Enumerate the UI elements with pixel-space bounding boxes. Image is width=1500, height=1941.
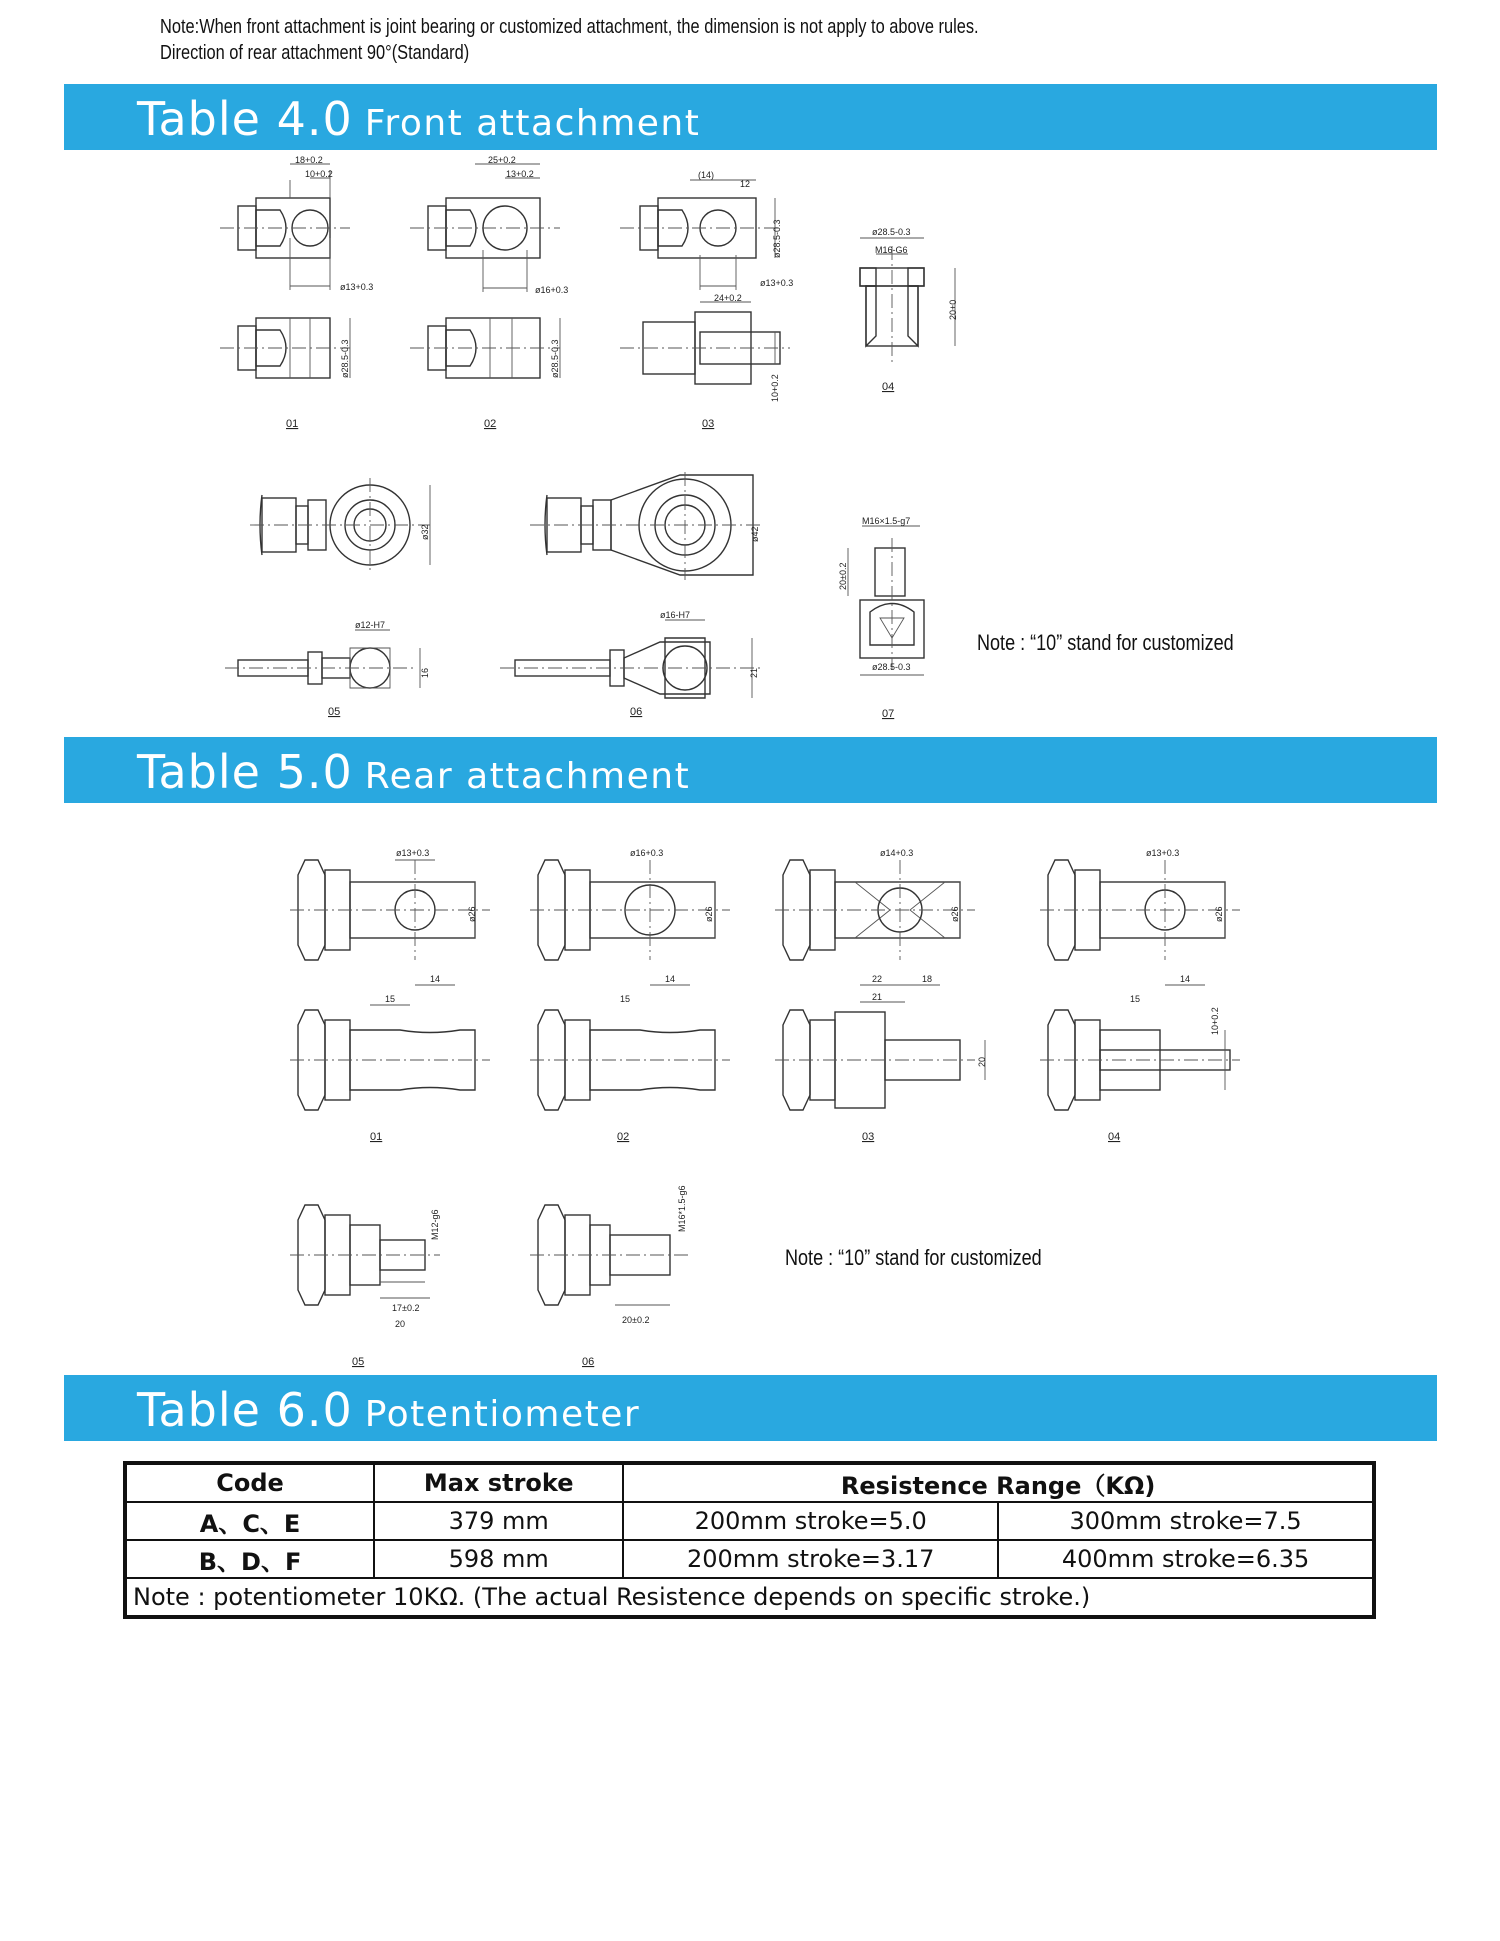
dim-rear-02-d: 15 [620,994,631,1004]
potentiometer-note: Note : potentiometer 10KΩ. (The actual Resistence depends on specific stroke.) [125,1578,1374,1617]
dim-rear-03-b: ø26 [950,906,960,922]
front-item-02: 02 [484,418,497,430]
dim-rear-06-b: 20±0.2 [622,1315,650,1325]
banner-subtitle: Front attachment [364,103,701,144]
front-01-top-view [220,164,350,290]
header-resistence-range: Resistence Range（KΩ) [623,1463,1374,1502]
rear-attachment-drawings [0,830,1500,1375]
dim-rear-03-e: 21 [872,992,883,1002]
row-range-1: 200mm stroke=3.17 [623,1540,998,1578]
banner-title [137,1383,640,1437]
dim-front-07-b: 20±0.2 [838,562,848,590]
table-note-row [125,1578,1374,1617]
dim-rear-01-d: 15 [385,994,396,1004]
table-header-row [125,1463,1374,1502]
rear-02-views [530,860,730,1110]
row-max-stroke: 598 mm [374,1540,623,1578]
rear-item-03: 03 [862,1131,875,1143]
front-04-view [860,238,955,362]
header-code: Code [125,1463,374,1502]
front-item-05: 05 [328,706,341,718]
dim-rear-05-c: 20 [395,1319,406,1329]
dim-front-03-f: 10+0.2 [770,374,780,402]
rear-item-01: 01 [370,1131,383,1143]
dim-front-02-d: ø28.5-0.3 [550,339,560,378]
banner-number: Table 5.0 [137,745,353,799]
rear-customized-note: Note : “10” stand for customized [785,1245,1042,1270]
front-02-top-view [410,164,560,292]
dim-front-07-c: ø28.5-0.3 [872,662,911,672]
banner-subtitle: Rear attachment [364,756,691,797]
dim-front-03-c: ø28.5-0.3 [772,219,782,258]
table-row [125,1540,1374,1578]
banner-subtitle: Potentiometer [364,1394,641,1435]
rear-06-view [530,1205,690,1305]
dim-front-01-b: 10+0.2 [305,169,333,179]
header-max-stroke: Max stroke [374,1463,623,1502]
dim-front-07-a: M16×1.5-g7 [862,516,911,526]
dim-front-04-a: ø28.5-0.3 [872,227,911,237]
dim-front-05-c: 16 [420,667,430,678]
dim-rear-05-a: M12-g6 [430,1209,440,1240]
dim-rear-01-a: ø13+0.3 [396,848,430,858]
front-attachment-drawings [0,150,1500,725]
banner-table-4 [64,84,1437,150]
dim-rear-02-c: 14 [665,974,676,984]
banner-number: Table 6.0 [137,1383,353,1437]
dim-front-01-c: ø13+0.3 [340,282,374,292]
rear-01-views [290,860,490,1110]
note-line-1: Note:When front attachment is joint bearing or customized attachment, the dimension is not apply to above rules. [160,16,979,38]
dim-front-05-b: ø12-H7 [355,620,386,630]
dim-rear-04-d: 15 [1130,994,1141,1004]
banner-title [137,92,700,146]
dim-front-06-a: ø42 [750,526,760,542]
dim-front-06-b: ø16-H7 [660,610,691,620]
dim-rear-02-b: ø26 [704,906,714,922]
dim-front-03-d: ø13+0.3 [760,278,794,288]
rear-item-05: 05 [352,1356,365,1368]
dim-rear-03-f: 20 [977,1056,987,1067]
front-01-side-view [220,318,350,378]
potentiometer-table [123,1461,1376,1619]
front-item-04: 04 [882,381,895,393]
rear-item-02: 02 [617,1131,630,1143]
dim-front-01-d: ø28.5-0.3 [340,339,350,378]
dim-rear-05-b: 17±0.2 [392,1303,420,1313]
table-row [125,1502,1374,1540]
dim-rear-01-c: 14 [430,974,441,984]
dim-front-01-a: 18+0.2 [295,155,323,165]
banner-number: Table 4.0 [137,92,353,146]
dim-rear-02-a: ø16+0.3 [630,848,664,858]
rear-05-view [290,1205,440,1305]
dim-front-05-a: ø32 [420,524,430,540]
rear-item-04: 04 [1108,1131,1121,1143]
dim-front-02-a: 25+0.2 [488,155,516,165]
front-03-side-view [620,302,790,384]
dim-rear-03-c: 22 [872,974,883,984]
dim-front-06-c: 21 [749,667,759,678]
front-07-view [848,526,924,675]
dim-front-03-b: 12 [740,179,751,189]
note-line-2: Direction of rear attachment 90°(Standard) [160,42,470,64]
dim-rear-03-d: 18 [922,974,933,984]
dim-rear-04-c: 14 [1180,974,1191,984]
dim-rear-01-b: ø26 [467,906,477,922]
dim-rear-04-e: 10+0.2 [1210,1007,1220,1035]
row-range-2: 400mm stroke=6.35 [998,1540,1374,1578]
front-06-rod-end-views [500,472,760,698]
dim-rear-03-a: ø14+0.3 [880,848,914,858]
front-02-side-view [410,318,560,378]
rear-03-views [775,860,985,1110]
dim-front-02-c: ø16+0.3 [535,285,569,295]
dim-front-02-b: 13+0.2 [506,169,534,179]
banner-table-6 [64,1375,1437,1441]
dim-rear-04-b: ø26 [1214,906,1224,922]
banner-title [137,745,690,799]
dim-front-04-b: M16-G6 [875,245,908,255]
front-customized-note: Note : “10” stand for customized [977,630,1234,655]
row-code: B、D、F [125,1540,374,1578]
front-item-01: 01 [286,418,299,430]
banner-table-5 [64,737,1437,803]
dim-front-03-a: (14) [698,170,715,180]
front-item-07: 07 [882,708,895,720]
rear-item-06: 06 [582,1356,595,1368]
front-03-top-view [620,180,780,290]
dim-front-03-e: 24+0.2 [714,293,742,303]
dim-rear-04-a: ø13+0.3 [1146,848,1180,858]
row-code: A、C、E [125,1502,374,1540]
row-max-stroke: 379 mm [374,1502,623,1540]
front-item-06: 06 [630,706,643,718]
row-range-1: 200mm stroke=5.0 [623,1502,998,1540]
row-range-2: 300mm stroke=7.5 [998,1502,1374,1540]
dim-front-04-c: 20+0 [948,299,958,320]
dim-rear-06-a: M16*1.5-g6 [677,1185,687,1232]
front-05-rod-end-views [225,478,430,688]
rear-04-views [1040,860,1240,1110]
front-item-03: 03 [702,418,715,430]
